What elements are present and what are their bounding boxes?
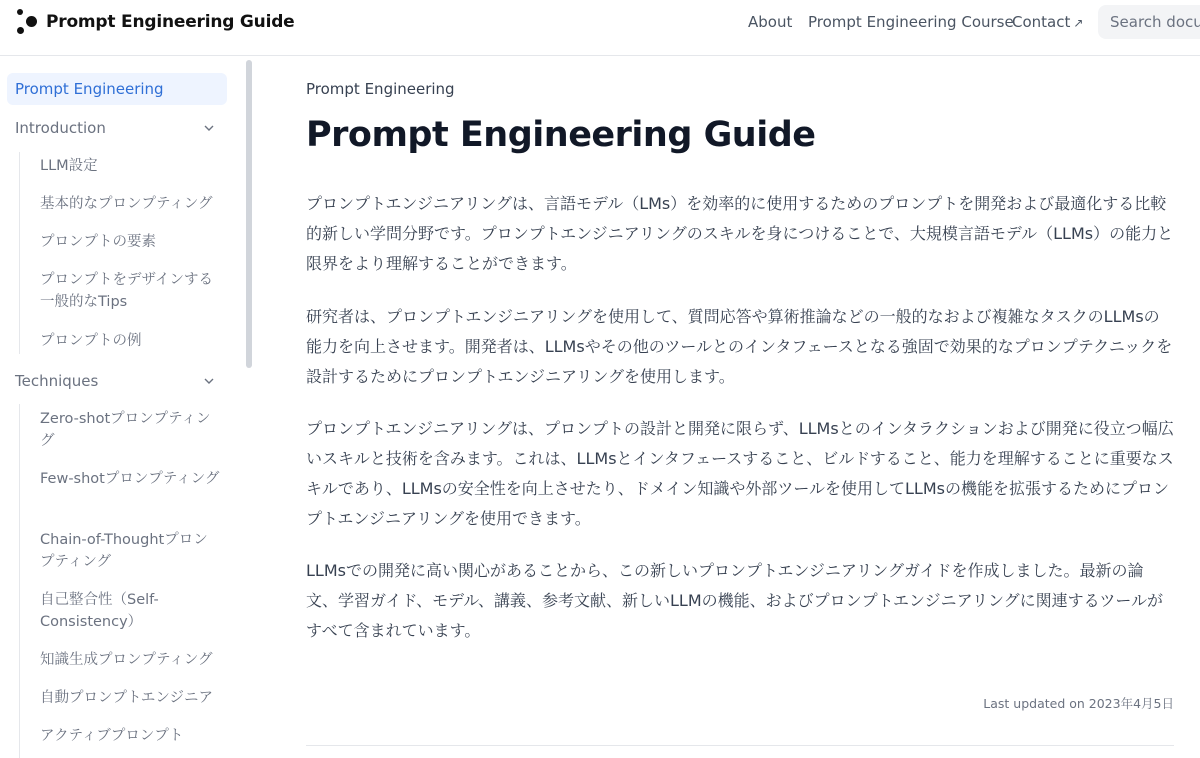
sidebar-item-prompt-engineering[interactable]: Prompt Engineering (7, 73, 227, 105)
sidebar-tree-line (19, 404, 20, 758)
search-input[interactable] (1098, 5, 1200, 39)
page-title: Prompt Engineering Guide (306, 115, 816, 155)
top-navbar (0, 0, 1200, 56)
sidebar-tree-line (19, 152, 20, 354)
paragraph-intro: プロンプトエンジニアリングは、言語モデル（LMs）を効率的に使用するためのプロンプトを開発および最適化する比較的新しい学問分野です。プロンプトエンジニアリングのスキルを身につけることで、大規模言語モデル（LLMs）の能力と限界をより理解することができます。 (306, 194, 1174, 273)
nav-about-link[interactable]: About (748, 13, 793, 31)
sidebar-item-basic-prompting[interactable]: 基本的なプロンプティング (40, 196, 213, 212)
sidebar-scrollbar[interactable] (246, 60, 252, 368)
breadcrumb[interactable]: Prompt Engineering (306, 80, 455, 98)
sidebar-item-few-shot[interactable]: Few-shotプロンプティング (40, 471, 220, 487)
sidebar-item-prompt-examples[interactable]: プロンプトの例 (40, 333, 142, 349)
sidebar-item-auto-prompt-engineer[interactable]: 自動プロンプトエンジニア (40, 690, 214, 706)
dots-logo-icon[interactable] (16, 9, 40, 35)
sidebar (0, 56, 256, 758)
chevron-down-icon[interactable] (204, 123, 214, 133)
paragraph-skills: プロンプトエンジニアリングは、プロンプトの設計と開発に限らず、LLMsとのインタラクションおよび開発に役立つ幅広いスキルと技術を含みます。これは、LLMsとインタフェースすること、ビルドすること、能力を理解することに重要なスキルであり、LLMsの安全性を向上させたり、ドメイン知識や外部ツールを使用してLLMsの機能を拡張するためにプロンプトエンジニアリングを使用できます。 (306, 419, 1174, 528)
site-brand[interactable]: Prompt Engineering Guide (46, 12, 295, 32)
sidebar-item-chain-of-thought[interactable]: Chain-of-Thoughtプロンプティング (40, 532, 208, 570)
sidebar-item-zero-shot[interactable]: Zero-shotプロンプティング (40, 411, 211, 449)
chevron-down-icon[interactable] (204, 376, 214, 386)
nav-contact-label: Contact (1012, 13, 1071, 31)
sidebar-section-techniques[interactable]: Techniques (15, 372, 99, 390)
sidebar-item-design-tips[interactable]: プロンプトをデザインする一般的なTips (40, 272, 213, 310)
last-updated: Last updated on 2023年4月5日 (983, 696, 1174, 711)
sidebar-item-generated-knowledge[interactable]: 知識生成プロンプティング (40, 652, 213, 668)
sidebar-item-self-consistency[interactable]: 自己整合性（Self-Consistency） (40, 592, 159, 630)
nav-course-link[interactable]: Prompt Engineering Course (808, 13, 1014, 31)
paragraph-researchers: 研究者は、プロンプトエンジニアリングを使用して、質問応答や算術推論などの一般的なおよび複雑なタスクのLLMsの能力を向上させます。開発者は、LLMsやその他のツールとのインタフェースとなる強固で効果的なプロンプテクニックを設計するためにプロンプトエンジニアリングを使用します。 (306, 307, 1173, 386)
nav-contact-link[interactable] (1012, 13, 1083, 31)
sidebar-item-active-prompt[interactable]: アクティブプロンプト (40, 728, 184, 744)
sidebar-item-prompt-elements[interactable]: プロンプトの要素 (40, 234, 156, 250)
sidebar-item-llm-settings[interactable]: LLM設定 (40, 158, 98, 174)
external-arrow-icon: ↗ (1073, 16, 1084, 30)
paragraph-guide: LLMsでの開発に高い関心があることから、この新しいプロンプトエンジニアリングガイドを作成しました。最新の論文、学習ガイド、モデル、講義、参考文献、新しいLLMの機能、およびプロンプトエンジニアリングに関連するツールがすべて含まれています。 (306, 561, 1163, 640)
content-divider (306, 745, 1174, 746)
sidebar-section-introduction[interactable]: Introduction (15, 119, 106, 137)
